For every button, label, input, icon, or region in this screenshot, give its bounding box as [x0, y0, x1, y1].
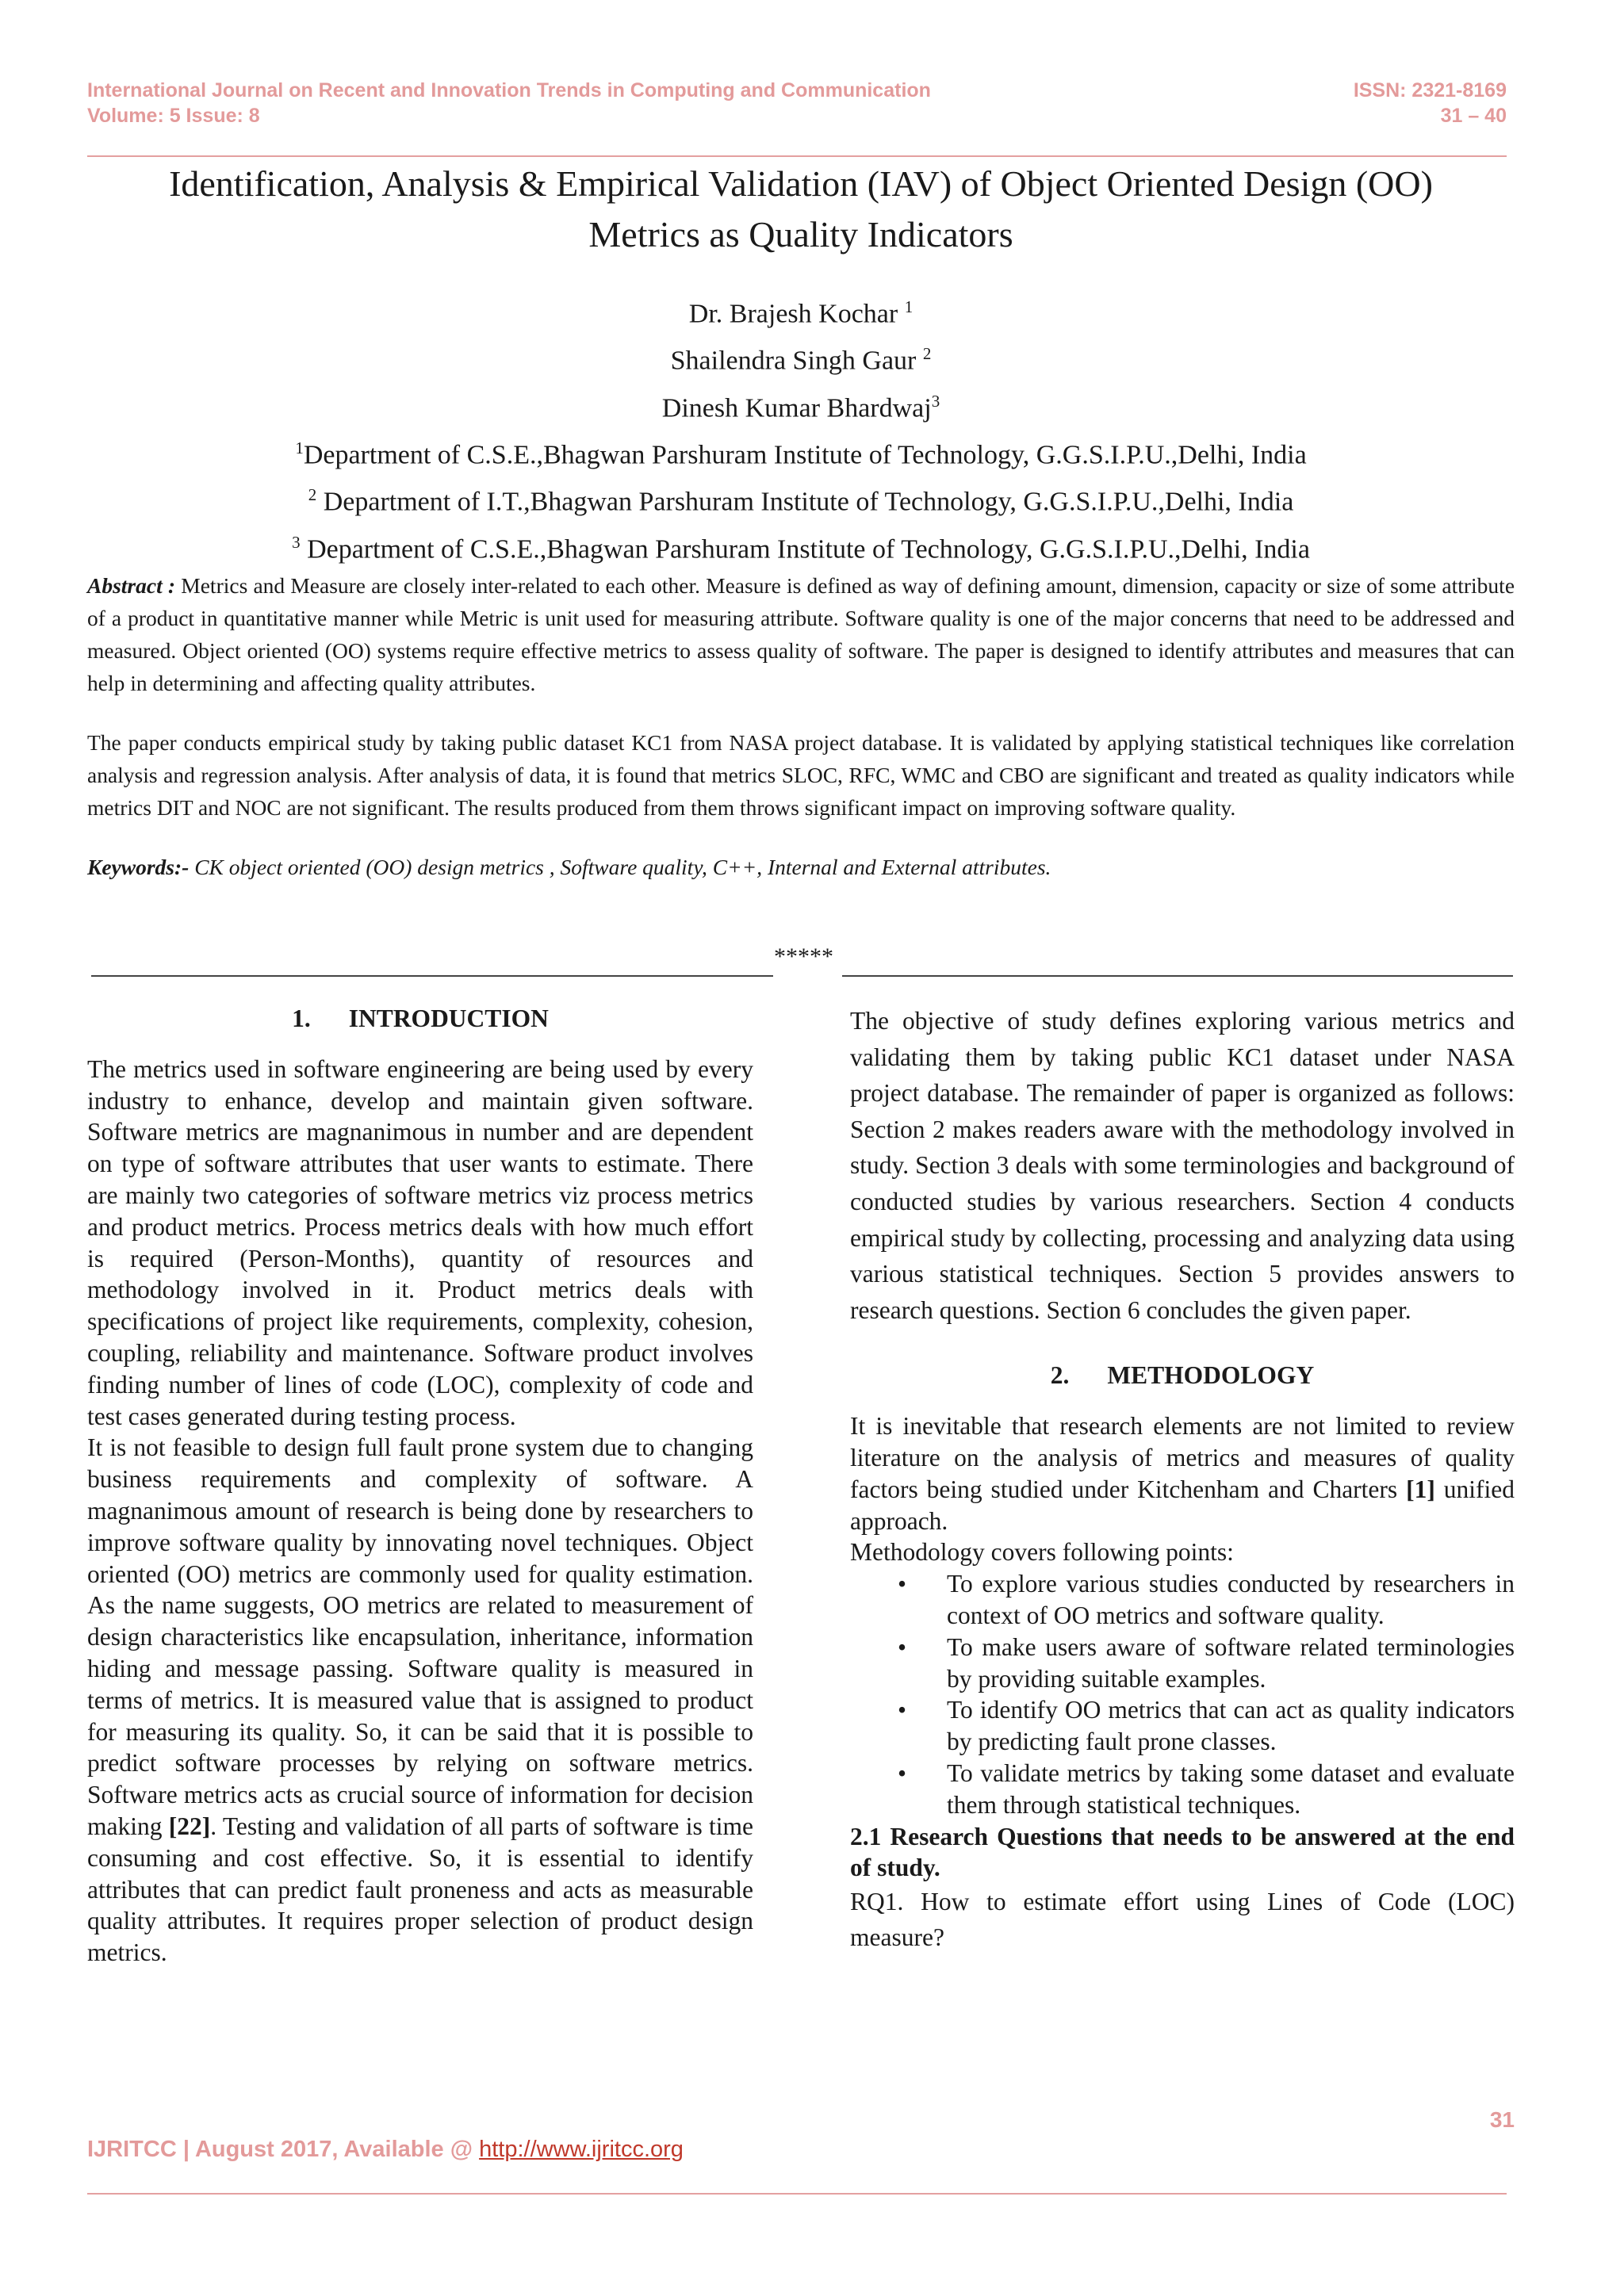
list-item: • To identify OO metrics that can act as quality indicators by predicting fault prone classes. [947, 1694, 1515, 1758]
author-block [79, 287, 1522, 569]
issn: ISSN: 2321-8169 [1353, 79, 1507, 101]
footer-rule [87, 2193, 1507, 2195]
volume-issue: Volume: 5 Issue: 8 [87, 105, 260, 127]
author-2: Shailendra Singh Gaur $^2$ [670, 344, 932, 376]
section-heading-introduction: 1. INTRODUCTION [292, 1004, 549, 1032]
author-3: Dinesh Kumar Bhardwaj$^3$ [661, 391, 940, 423]
page-range: 31 – 40 [1440, 105, 1507, 127]
page-number: 31 [1489, 2107, 1515, 2132]
list-item: • To explore various studies conducted by researchers in context of OO metrics and software quality. [947, 1568, 1515, 1632]
section-heading-methodology: 2. METHODOLOGY [1050, 1361, 1315, 1390]
header-rule [87, 155, 1507, 157]
affiliation-3: $^3$ Department of C.S.E.,Bhagwan Parshuram Institute of Technology, G.G.S.I.P.U.,Delhi, India [292, 532, 1310, 564]
citation-1: [1] [1406, 1475, 1435, 1503]
footer: IJRITCC | August 2017, Available @ http://www.ijritcc.org [87, 2137, 684, 2162]
methodology-para: It is inevitable that research elements are not limited to review literature on the analysis of metrics and measures of quality factors being studied under Kitchenham and Charters [1] unified approach. [850, 1412, 1515, 1535]
title-line-1: Identification, Analysis & Empirical Validation (IAV) of Object Oriented Design (OO) [169, 163, 1433, 204]
author-1: Dr. Brajesh Kochar $^1$ [688, 297, 914, 329]
affiliation-1: $^1$Department of C.S.E.,Bhagwan Parshuram Institute of Technology, G.G.S.I.P.U.,Delhi, India [295, 438, 1307, 470]
abstract-para-1: Abstract : Metrics and Measure are closely inter-related to each other. Measure is defined as way of defining amount, dimension, capacity or size of some attribute of a product in quantitative manner while Metric is unit used for measuring attribute. Software quality is one of the major concerns that need to be addressed and measured. Object oriented (OO) systems require effective metrics to assess quality of software. The paper is designed to identify attributes and measures that can help in determining and affecting quality attributes. [87, 573, 1515, 695]
intro-para-2: It is not feasible to design full fault prone system due to changing business requirements and complexity of software. A magnanimous amount of research is being done by researchers to improve software quality by innovating novel techniques. Object oriented (OO) metrics are commonly used for quality estimation. As the name suggests, OO metrics are related to measurement of design characteristics like encapsulation, inheritance, information hiding and message passing. Software quality is measured in terms of metrics. It is measured value that is assigned to product for measuring its quality. So, it can be said that it is possible to predict software processes by relying on software metrics. Software metrics acts as crucial source of information for decision making [22]. Testing and validation of all parts of software is time consuming and cost effective. So, it is essential to identify attributes that can predict fault proneness and acts as measurable quality attributes. It requires proper selection of product design metrics. [87, 1433, 753, 1967]
separator-right [842, 975, 1513, 977]
subsection-heading-research-questions: 2.1 Research Questions that needs to be answered at the end of study. [850, 1822, 1515, 1882]
issn-header [1354, 78, 1507, 128]
objective-para: The objective of study defines exploring various metrics and validating them by taking public KC1 dataset under NASA project database. The remainder of paper is organized as follows: Section 2 makes readers aware with the methodology involved in study. Section 3 deals with some terminologies and background of conducted studies by various researchers. Section 4 conducts empirical study by collecting, processing and analyzing data using various statistical techniques. Section 5 provides answers to research questions. Section 6 concludes the given paper. [850, 1007, 1515, 1324]
list-item: • To validate metrics by taking some dataset and evaluate them through statistical techniques. [947, 1758, 1515, 1821]
separator-left [91, 975, 773, 977]
journal-name: International Journal on Recent and Innovation Trends in Computing and Communication [87, 79, 931, 101]
methodology-intro: Methodology covers following points: [850, 1538, 1234, 1567]
methodology-bullets [850, 1568, 1515, 1820]
keywords: Keywords:- CK object oriented (OO) design metrics , Software quality, C++, Internal and External attributes. [87, 855, 1051, 879]
left-column [87, 1003, 753, 1969]
research-question-1: RQ1. How to estimate effort using Lines of Code (LOC) measure? [850, 1888, 1515, 1952]
intro-para-1: The metrics used in software engineering are being used by every industry to enhance, develop and maintain given software. Software metrics are magnanimous in number and are dependent on type of software attributes that user wants to estimate. There are mainly two categories of software metrics viz process metrics and product metrics. Process metrics deals with how much effort is required (Person-Months), quantity of resources and methodology involved in it. Product metrics deals with specifications of project like requirements, complexity, cohesion, coupling, reliability and maintenance. Software product involves finding number of lines of code (LOC), complexity of code and test cases generated during testing process. [87, 1054, 753, 1430]
paper-title [79, 159, 1522, 260]
list-item: • To make users aware of software related terminologies by providing suitable examples. [947, 1632, 1515, 1695]
abstract [87, 569, 1515, 910]
affiliation-2: $^2$ Department of I.T.,Bhagwan Parshuram Institute of Technology, G.G.S.I.P.U.,Delhi, India [308, 485, 1294, 517]
citation-22: [22] [168, 1812, 211, 1840]
journal-header [87, 78, 931, 128]
separator-stars: ***** [774, 943, 833, 970]
right-column [850, 1003, 1515, 1955]
journal-link[interactable]: http://www.ijritcc.org [479, 2137, 684, 2162]
title-line-2: Metrics as Quality Indicators [588, 214, 1013, 254]
abstract-para-2: The paper conducts empirical study by taking public dataset KC1 from NASA project database. It is validated by applying statistical techniques like correlation analysis and regression analysis. After analysis of data, it is found that metrics SLOC, RFC, WMC and CBO are significant and treated as quality indicators while metrics DIT and NOC are not significant. The results produced from them throws significant impact on improving software quality. [87, 730, 1515, 820]
